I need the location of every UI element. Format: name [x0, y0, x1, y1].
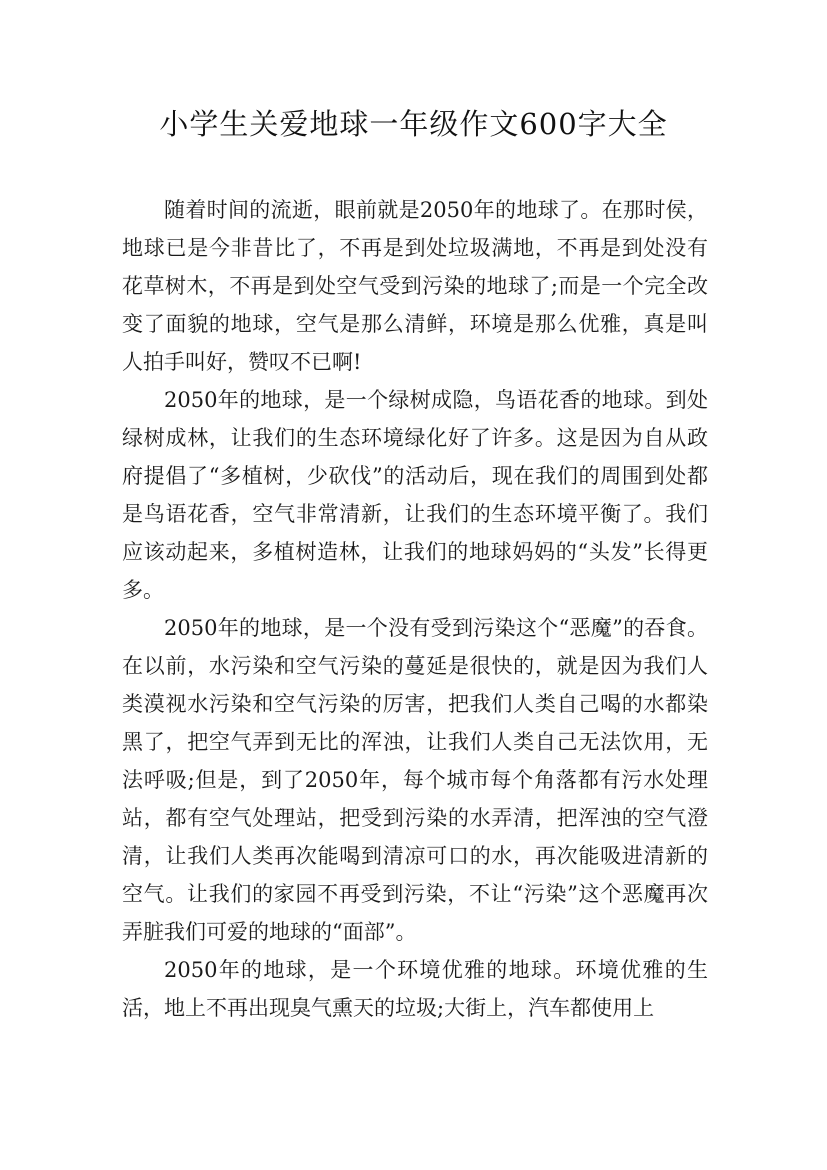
paragraph: 2050年的地球，是一个没有受到污染这个“恶魔”的吞食。在以前，水污染和空气污染的蔓延是很快的，就是因为我们人类漠视水污染和空气污染的厉害，把我们人类自己喝的水都染黑了，把空气弄到无比的浑浊，让我们人类自己无法饮用，无法呼吸;但是，到了2050年，每个城市每个角落都有污水处理站，都有空气处理站，把受到污染的水弄清，把浑浊的空气澄清，让我们人类再次能喝到清凉可口的水，再次能吸进清新的空气。让我们的家园不再受到污染，不让“污染”这个恶魔再次弄脏我们可爱的地球的“面部”。 — [122, 616, 708, 944]
document-body — [122, 191, 708, 1027]
document-title: 小学生关爱地球一年级作文600字大全 — [159, 107, 668, 141]
paragraph: 2050年的地球，是一个环境优雅的地球。环境优雅的生活，地上不再出现臭气熏天的垃圾;大街上，汽车都使用上 — [122, 958, 708, 1020]
paragraph: 2050年的地球，是一个绿树成隐，鸟语花香的地球。到处绿树成林，让我们的生态环境绿化好了许多。这是因为自从政府提倡了“多植树，少砍伐”的活动后，现在我们的周围到处都是鸟语花香，空气非常清新，让我们的生态环境平衡了。我们应该动起来，多植树造林，让我们的地球妈妈的“头发”长得更多。 — [122, 388, 708, 602]
paragraph: 随着时间的流逝，眼前就是2050年的地球了。在那时侯，地球已是今非昔比了，不再是到处垃圾满地，不再是到处没有花草树木，不再是到处空气受到污染的地球了;而是一个完全改变了面貌的地球，空气是那么清鲜，环境是那么优雅，真是叫人拍手叫好，赞叹不已啊! — [122, 198, 708, 374]
